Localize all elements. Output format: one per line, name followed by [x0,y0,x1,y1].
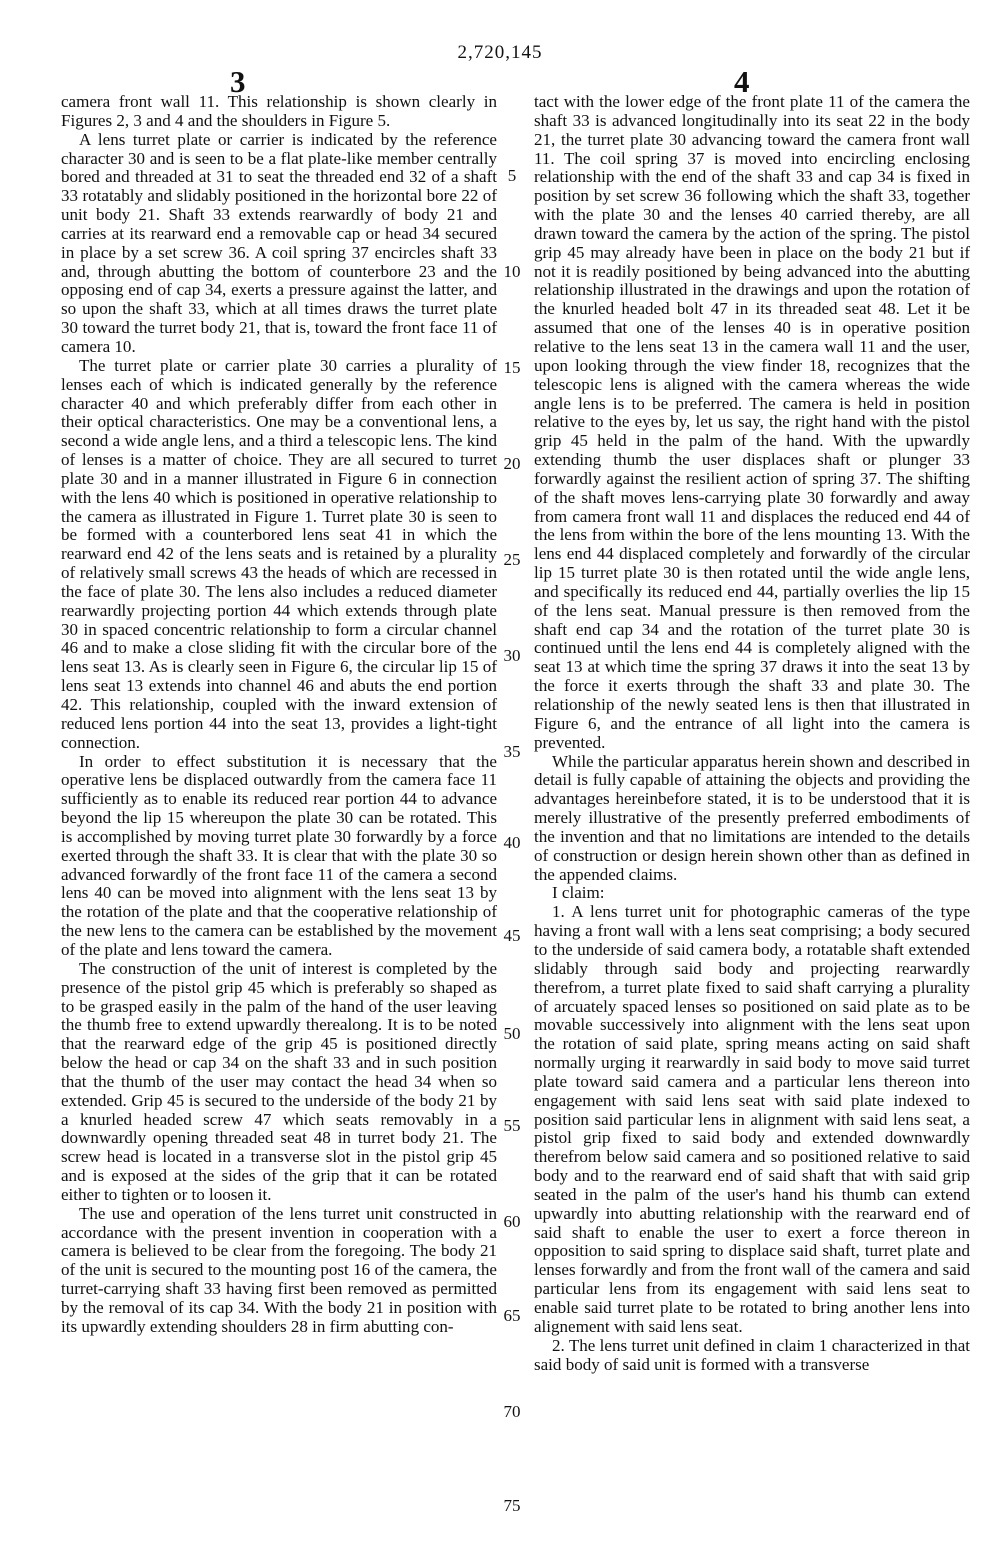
left-paragraph: The use and operation of the lens turret unit constructed in accordance with the present invention in cooperation with a camera is believed to be clear from the foregoing. The body 21 of the unit is secured to the mounting post 16 of the camera, the turret-carrying shaft 33 having first been removed as permitted by the removal of its cap 34. With the body 21 in position with its upwardly extending shoulders 28 in firm abutting con- [61,1203,497,1336]
left-paragraph: In order to effect substitution it is necessary that the operative lens be displaced outwardly from the camera face 11 sufficiently as to enable its reduced rear portion 44 to advance beyond the lip 15 whereupon the plate 30 can be rotated. This is accomplished by moving turret plate 30 forwardly by a force exerted through the shaft 33. It is clear that with the plate 30 so advanced forwardly of the front face 11 of the camera a second lens 40 can be moved into alignment with the lens seat 13 by the rotation of the plate and that the cooperative relationship of the new lens to the camera can be established by the movement of the plate and lens toward the camera. [61,751,497,959]
left-column [61,93,497,1337]
left-paragraph: A lens turret plate or carrier is indicated by the reference character 30 and is seen to be a flat plate-like member centrally bored and threaded at 31 to seat the threaded end 32 of a shaft 33 rotatably and slidably positioned in the horizontal bore 22 of unit body 21. Shaft 33 extends rearwardly of body 21 and carries at its rearward end a removable cap or head 34 secured in place by a set screw 36. A coil spring 37 encircles shaft 33 and, through abutting the bottom of counterbore 23 and the opposing end of cap 34, exerts a pressure against the latter, and so upon the shaft 33, which at all times draws the turret plate 30 toward the turret body 21, that is, toward the front face 11 of camera 10. [61,129,497,356]
patent-number: 2,720,145 [457,42,543,63]
line-number: 30 [503,646,521,665]
line-number: 25 [503,550,521,569]
line-number: 20 [503,454,521,473]
right-paragraph: While the particular apparatus herein shown and described in detail is fully capable of attaining the objects and providing the advantages hereinbefore stated, it is to be understood that it is merely illustrative of the presently preferred embodiments of the invention and that no limitations are intended to the details of construction or design herein shown other than as defined in the appended claims. [534,751,970,884]
claim-paragraph: 2. The lens turret unit defined in claim 1 characterized in that said body of said unit is formed with a transverse [534,1335,970,1374]
page-number-left: 3 [230,64,246,99]
right-column [534,93,970,1374]
line-number: 55 [503,1116,521,1135]
line-number: 35 [503,742,521,761]
line-number: 40 [503,833,521,852]
page-number-right: 4 [734,64,750,99]
line-number: 50 [503,1024,521,1043]
line-number: 15 [503,358,521,377]
line-number: 10 [503,262,521,281]
line-number: 65 [503,1306,521,1325]
left-paragraph: camera front wall 11. This relationship is shown clearly in Figures 2, 3 and 4 and the shoulders in Figure 5. [61,92,497,130]
left-paragraph: The turret plate or carrier plate 30 carries a plurality of lenses each of which is indicated generally by the reference character 40 and which preferably differ from each other in their optical characteristics. One may be a conventional lens, a second a wide angle lens, and a third a telescopic lens. The kind of lenses is a matter of choice. They are all secured to turret plate 30 and in a manner illustrated in Figure 6 in connection with the lens 40 which is positioned in operative relationship to the camera as illustrated in Figure 1. Turret plate 30 is seen to be formed with a counterbored lens seat 41 in which the rearward end 42 of the lens seats and is retained by a plurality of relatively small screws 43 the heads of which are recessed in the face of plate 30. The lens also includes a reduced diameter rearwardly projecting portion 44 which extends through plate 30 in spaced concentric relationship to form a circular channel 46 and to make a close sliding fit with the circular bore of the lens seat 13. As is clearly seen in Figure 6, the circular lip 15 of lens seat 13 extends into channel 46 and abuts the end portion 42. This relationship, coupled with the inward extension of reduced lens portion 44 into the seat 13, provides a light-tight connection. [61,355,497,752]
line-number: 5 [507,166,517,185]
line-number: 70 [503,1402,521,1421]
line-number: 75 [503,1496,521,1515]
claim-heading: I claim: [552,883,605,903]
line-number: 45 [503,926,521,945]
left-paragraph: The construction of the unit of interest is completed by the presence of the pistol grip 45 which is preferably so shaped as to be grasped easily in the palm of the hand of the user leaving the thumb free to extend upwardly therealong. It is to be noted that the rearward edge of the grip 45 is positioned directly below the head or cap 34 on the shaft 33 and in such position that the thumb of the user may contact the head 34 when so extended. Grip 45 is secured to the underside of the body 21 by a knurled headed screw 47 which seats removably in a downwardly opening threaded seat 48 in turret body 21. The screw head is located in a transverse slot in the pistol grip 45 and is exposed at the sides of the grip that it can be rotated either to tighten or to loosen it. [61,958,497,1204]
claim-paragraph: 1. A lens turret unit for photographic cameras of the type having a front wall with a lens seat comprising; a body secured to the underside of said camera body, a rotatable shaft extended slidably through said body and projecting rearwardly therefrom, a turret plate fixed to said shaft carrying a plurality of arcuately spaced lenses so positioned on said plate as to be movable successively into alignment with the lens seat upon the rotation of said plate, spring means acting on said shaft normally urging it rearwardly in said body to move said turret plate toward said camera and a particular lens thereon into engagement with said lens seat with said plate indexed to position said particular lens in alignment with said lens seat, a pistol grip fixed to said body and extended downwardly therefrom below said camera and so positioned relative to said body and to the rearward end of said shaft that with said grip seated in the palm of the user's hand his thumb can extend upwardly into abutting relationship with the rearward end of said shaft to enable the user to exert a force thereon in opposition to said spring to displace said shaft, turret plate and lenses forwardly and from the front wall of the camera and said particular lens from its engagement with said lens seat to enable said turret plate to be rotated to bring another lens into alignement with said lens seat. [534,902,970,1336]
right-paragraph: tact with the lower edge of the front plate 11 of the camera the shaft 33 is advanced longitudinally into its seat 22 in the body 21, the turret plate 30 advancing toward the camera front wall 11. The coil spring 37 is moved into encircling enclosing relationship with the end of the shaft 33 and cap 34 is fixed in position by set screw 36 following which the shaft 33, together with the plate 30 and the lenses 40 carried thereby, are all drawn toward the camera by the action of the spring. The pistol grip 45 may already have been in place on the body 21 but if not it is readily positioned by being advanced into the abutting relationship illustrated in the drawings and upon the rotation of the knurled headed bolt 47 in its threaded seat 48. Let it be assumed that one of the lenses 40 is in operative position relative to the lens seat 13 in the camera wall 11 and the user, upon looking through the view finder 18, recognizes that the telescopic lens is aligned with the camera whereas the wide angle lens is to be preferred. The camera is held in position relative to the eyes by, let us say, the right hand with the pistol grip 45 held in the palm of the hand. With the upwardly extending thumb the user displaces shaft or plunger 33 forwardly against the resilient action of spring 37. The shifting of the shaft moves lens-carrying plate 30 forwardly and away from camera front wall 11 and displaces the reduced end 44 of the lens from within the bore of the lens mounting 13. With the lens end 44 displaced completely and forwardly of the circular lip 15 turret plate 30 is then rotated until the wide angle lens, and specifically its reduced end 44, partially overlies the lip 15 of the lens seat. Manual pressure is then removed from the shaft end cap 34 and the rotation of the turret plate 30 is continued until the lens end 44 is completely aligned with the seat 13 at which time the spring 37 draws it into the seat 13 by the force it exerts through the shaft 33 and plate 30. The relationship of the newly seated lens is then that illustrated in Figure 6, and the entrance of all light into the camera is prevented. [534,92,970,752]
line-number: 60 [503,1212,521,1231]
